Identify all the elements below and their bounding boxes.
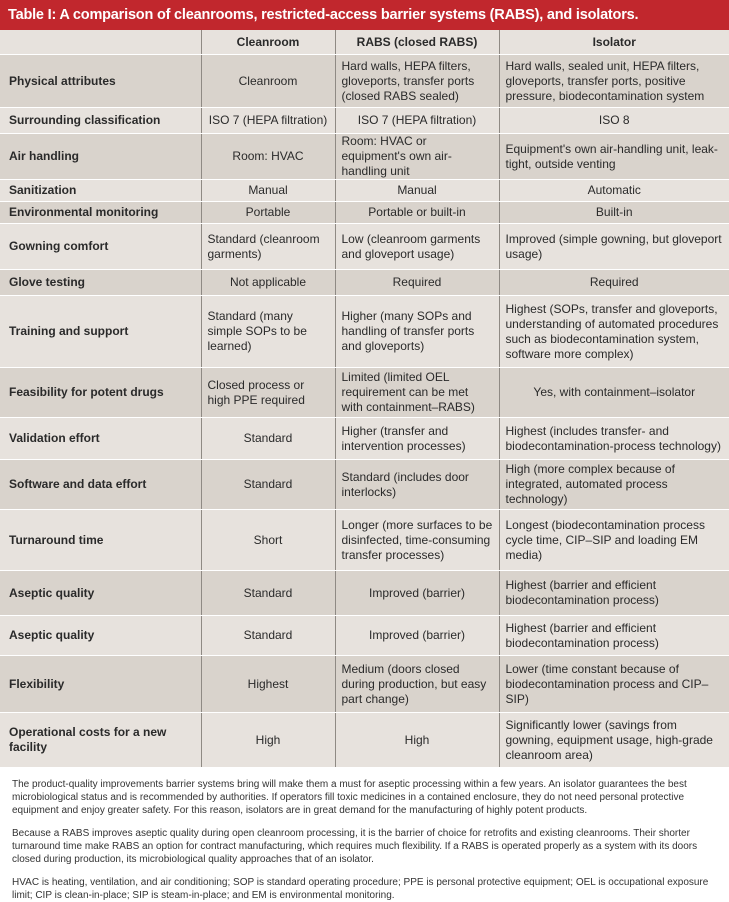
cell-isolator: Automatic (499, 180, 729, 202)
table-row (0, 368, 729, 418)
cell-rabs: Limited (limited OEL requirement can be met with containment–RABS) (335, 368, 499, 418)
cell-rabs: Medium (doors closed during production, but easy part change) (335, 656, 499, 713)
row-label: Gowning comfort (0, 224, 201, 270)
table-row (0, 656, 729, 713)
row-label: Environmental monitoring (0, 202, 201, 224)
table-row (0, 296, 729, 368)
cell-cleanroom: Standard (201, 571, 335, 616)
cell-rabs: Required (335, 270, 499, 296)
column-header-empty (0, 30, 201, 55)
cell-cleanroom: Standard (201, 460, 335, 510)
cell-rabs: Portable or built-in (335, 202, 499, 224)
cell-isolator: Improved (simple gowning, but gloveport usage) (499, 224, 729, 270)
cell-cleanroom: Standard (201, 418, 335, 460)
cell-isolator: Equipment's own air-handling unit, leak-tight, outside venting (499, 134, 729, 180)
cell-isolator: Highest (SOPs, transfer and gloveports, understanding of automated procedures such as biodecontamination system, software more complex) (499, 296, 729, 368)
cell-cleanroom: Room: HVAC (201, 134, 335, 180)
cell-cleanroom: Standard (many simple SOPs to be learned) (201, 296, 335, 368)
cell-isolator: Highest (barrier and efficient biodecontamination process) (499, 571, 729, 616)
cell-cleanroom: Manual (201, 180, 335, 202)
note-paragraph: Because a RABS improves aseptic quality during open cleanroom processing, it is the barrier of choice for retrofits and existing cleanrooms. Their shorter turnaround time make RABS an option for contract manufacturing, which requires much flexibility. If a RABS is operated properly as a system with its doors closed during production, its microbiological quality approaches that of an isolator. (12, 828, 698, 865)
table-row (0, 202, 729, 224)
table-row (0, 460, 729, 510)
row-label: Software and data effort (0, 460, 201, 510)
cell-rabs: Manual (335, 180, 499, 202)
row-label: Feasibility for potent drugs (0, 368, 201, 418)
row-label: Flexibility (0, 656, 201, 713)
comparison-table (0, 30, 729, 768)
cell-isolator: Lower (time constant because of biodecontamination process and CIP–SIP) (499, 656, 729, 713)
cell-cleanroom: High (201, 713, 335, 768)
cell-isolator: Significantly lower (savings from gowning, equipment usage, high-grade cleanroom area) (499, 713, 729, 768)
row-label: Air handling (0, 134, 201, 180)
table-row (0, 510, 729, 571)
cell-rabs: Longer (more surfaces to be disinfected, time-consuming transfer processes) (335, 510, 499, 571)
cell-isolator: Built-in (499, 202, 729, 224)
cell-rabs: Improved (barrier) (335, 571, 499, 616)
row-label: Glove testing (0, 270, 201, 296)
cell-isolator: Required (499, 270, 729, 296)
column-header-isolator: Isolator (499, 30, 729, 55)
cell-rabs: Standard (includes door interlocks) (335, 460, 499, 510)
cell-rabs: High (335, 713, 499, 768)
table-row (0, 713, 729, 768)
cell-cleanroom: ISO 7 (HEPA filtration) (201, 108, 335, 134)
row-label: Physical attributes (0, 55, 201, 108)
row-label: Aseptic quality (0, 616, 201, 656)
table-notes (0, 768, 729, 902)
column-header-rabs: RABS (closed RABS) (335, 30, 499, 55)
cell-isolator: ISO 8 (499, 108, 729, 134)
cell-cleanroom: Cleanroom (201, 55, 335, 108)
column-header-cleanroom: Cleanroom (201, 30, 335, 55)
table-row (0, 418, 729, 460)
table-title: Table I: A comparison of cleanrooms, restricted-access barrier systems (RABS), and isolators. (0, 0, 729, 30)
cell-rabs: Room: HVAC or equipment's own air-handling unit (335, 134, 499, 180)
cell-isolator: Highest (includes transfer- and biodecontamination-process technology) (499, 418, 729, 460)
cell-cleanroom: Standard (cleanroom garments) (201, 224, 335, 270)
abbreviations-note: HVAC is heating, ventilation, and air conditioning; SOP is standard operating procedure; PPE is personal protective equipment; OEL is occupational exposure limit; CIP is clean-in-place; SIP is steam-in-place; and EM is environmental monitoring. (12, 877, 709, 901)
cell-isolator: Yes, with containment–isolator (499, 368, 729, 418)
note-paragraph: The product-quality improvements barrier systems bring will make them a must for aseptic processing within a few years. An isolator guarantees the best microbiological status and is recommended by authorities. If operators fill toxic medicines in a contained enclosure, they do not need personal protective equipment and enjoy greater safety. For this reason, isolators are in great demand for the manufacturing of highly potent products. (12, 779, 687, 816)
cell-cleanroom: Closed process or high PPE required (201, 368, 335, 418)
row-label: Validation effort (0, 418, 201, 460)
table-row (0, 270, 729, 296)
table-row (0, 134, 729, 180)
row-label: Turnaround time (0, 510, 201, 571)
cell-isolator: Hard walls, sealed unit, HEPA filters, gloveports, transfer ports, positive pressure, biodecontamination system (499, 55, 729, 108)
table-row (0, 108, 729, 134)
cell-rabs: Low (cleanroom garments and gloveport usage) (335, 224, 499, 270)
cell-rabs: Higher (many SOPs and handling of transfer ports and gloveports) (335, 296, 499, 368)
row-label: Sanitization (0, 180, 201, 202)
cell-rabs: Higher (transfer and intervention processes) (335, 418, 499, 460)
cell-cleanroom: Short (201, 510, 335, 571)
cell-rabs: Hard walls, HEPA filters, gloveports, transfer ports (closed RABS sealed) (335, 55, 499, 108)
cell-cleanroom: Highest (201, 656, 335, 713)
table-row (0, 55, 729, 108)
table-row (0, 571, 729, 616)
table-row (0, 224, 729, 270)
cell-rabs: Improved (barrier) (335, 616, 499, 656)
row-label: Operational costs for a new facility (0, 713, 201, 768)
row-label: Surrounding classification (0, 108, 201, 134)
cell-cleanroom: Not applicable (201, 270, 335, 296)
cell-cleanroom: Standard (201, 616, 335, 656)
row-label: Training and support (0, 296, 201, 368)
cell-cleanroom: Portable (201, 202, 335, 224)
header-row (0, 30, 729, 55)
cell-rabs: ISO 7 (HEPA filtration) (335, 108, 499, 134)
table-row (0, 616, 729, 656)
row-label: Aseptic quality (0, 571, 201, 616)
cell-isolator: High (more complex because of integrated, automated process technology) (499, 460, 729, 510)
cell-isolator: Longest (biodecontamination process cycle time, CIP–SIP and loading EM media) (499, 510, 729, 571)
table-row (0, 180, 729, 202)
cell-isolator: Highest (barrier and efficient biodecontamination process) (499, 616, 729, 656)
